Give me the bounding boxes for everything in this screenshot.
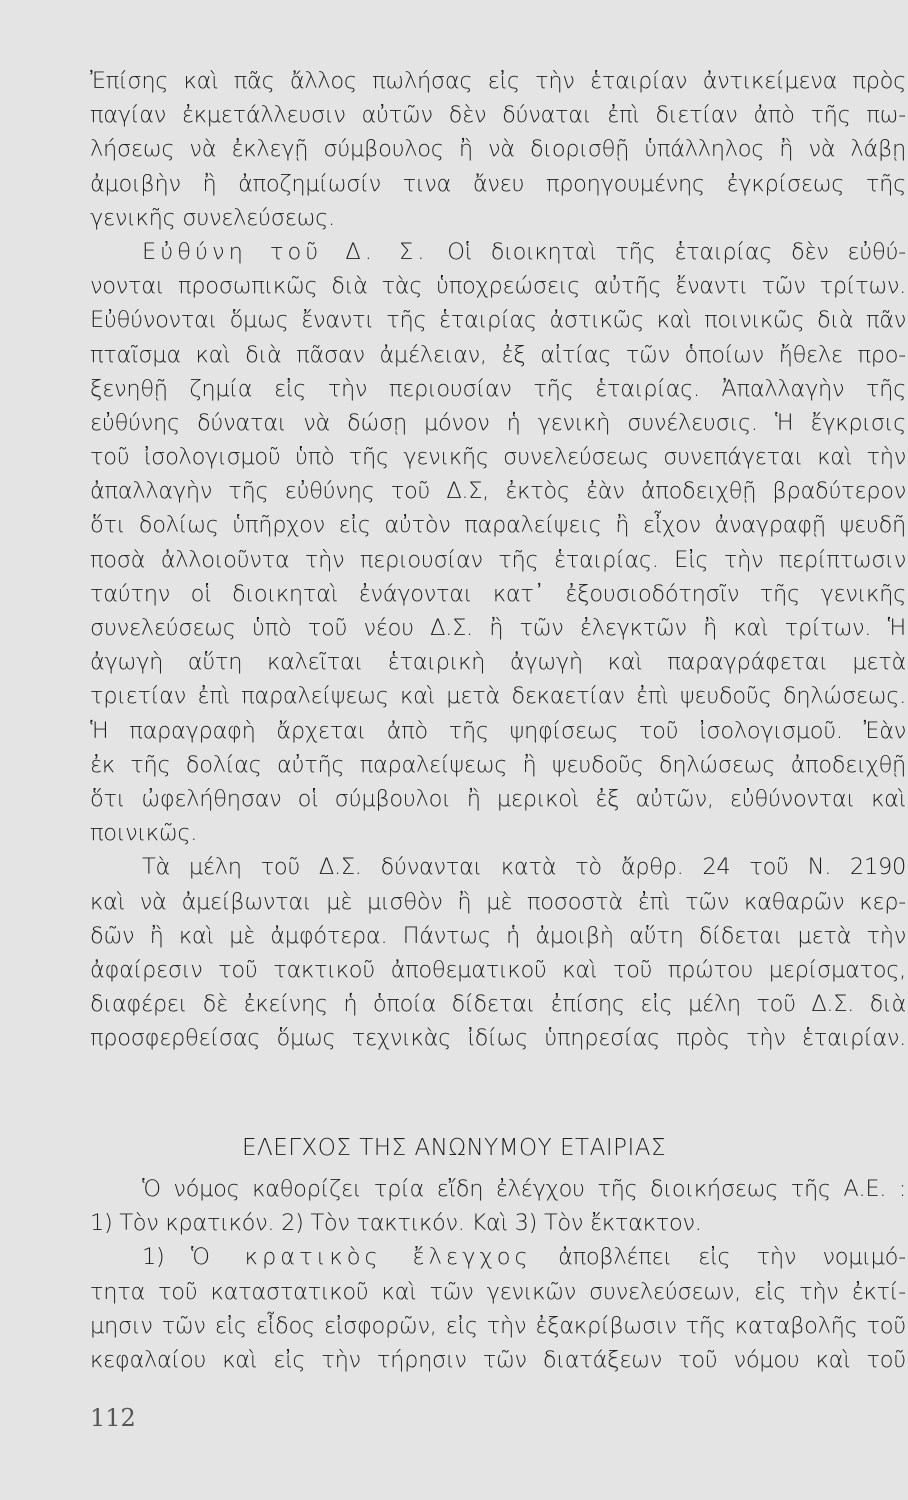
- text-line: ἀγωγὴ αὕτη καλεῖται ἑταιρικὴ ἀγωγὴ καὶ παραγράφεται μετὰ: [90, 649, 906, 676]
- text-line: παγίαν ἐκμετάλλευσιν αὐτῶν δὲν δύναται ἐπὶ διετίαν ἀπὸ τῆς πω-: [90, 102, 906, 129]
- text-line: κεφαλαίου καὶ εἰς τὴν τήρησιν τῶν διατάξεων τοῦ νόμου καὶ τοῦ: [90, 1346, 906, 1373]
- text-line: ἀμοιβὴν ἢ ἀποζημίωσίν τινα ἄνευ προηγουμένης ἐγκρίσεως τῆς: [90, 170, 906, 197]
- section-title-state-control: Ὁ κρατικὸς ἔλεγχος: [190, 1244, 532, 1271]
- text-line: προσφερθείσας ὅμως τεχνικὰς ἰδίως ὑπηρεσίας πρὸς τὴν ἑταιρίαν.: [90, 1025, 906, 1052]
- text-line: πταῖσμα καὶ διὰ πᾶσαν ἀμέλειαν, ἐξ αἰτίας τῶν ὁποίων ἤθελε προ-: [90, 341, 906, 368]
- text-line: γενικῆς συνελεύσεως.: [90, 204, 335, 231]
- text-line: ξενηθῇ ζημία εἰς τὴν περιουσίαν τῆς ἑταιρίας. Ἀπαλλαγὴν τῆς: [90, 375, 906, 402]
- page-number: 112: [90, 1404, 136, 1432]
- text-line: ἐκ τῆς δολίας αὐτῆς παραλείψεως ἢ ψευδοῦς δηλώσεως ἀποδειχθῇ: [90, 751, 906, 778]
- text-line: μησιν τῶν εἰς εἶδος εἰσφορῶν, εἰς τὴν ἐξακρίβωσιν τῆς καταβολῆς τοῦ: [90, 1312, 906, 1339]
- text-run: ἀποβλέπει εἰς τὴν νομιμό-: [531, 1244, 906, 1271]
- section-heading: ΕΛΕΓΧΟΣ ΤΗΣ ΑΝΩΝΥΜΟΥ ΕΤΑΙΡΙΑΣ: [241, 1135, 667, 1161]
- text-line: διαφέρει δὲ ἐκείνης ἡ ὁποία δίδεται ἐπίσης εἰς μέλη τοῦ Δ.Σ. διὰ: [90, 991, 906, 1018]
- text-line: ὅτι δολίως ὑπῆρχον εἰς αὐτὸν παραλείψεις ἢ εἶχον ἀναγραφῇ ψευδῆ: [90, 512, 906, 539]
- paragraph-state-control: [90, 1240, 906, 1274]
- text-line: καὶ νὰ ἀμείβωνται μὲ μισθὸν ἢ μὲ ποσοστὰ ἐπὶ τῶν καθαρῶν κερ-: [90, 888, 906, 915]
- list-number: 1): [142, 1244, 191, 1271]
- text-line: Ἡ παραγραφὴ ἄρχεται ἀπὸ τῆς ψηφίσεως τοῦ ἰσολογισμοῦ. Ἐὰν: [90, 717, 906, 744]
- text-line: Ὁ νόμος καθορίζει τρία εἴδη ἐλέγχου τῆς διοικήσεως τῆς Α.Ε. :: [142, 1176, 906, 1202]
- text-line: εὐθύνης δύναται νὰ δώσῃ μόνον ἡ γενικὴ συνέλευσις. Ἡ ἔγκρισις: [90, 409, 906, 436]
- text-line: τητα τοῦ καταστατικοῦ καὶ τῶν γενικῶν συνελεύσεων, εἰς τὴν ἐκτί-: [90, 1278, 906, 1305]
- text-line: ποσὰ ἀλλοιοῦντα τὴν περιουσίαν τῆς ἑταιρίας. Εἰς τὴν περίπτωσιν: [90, 546, 906, 573]
- text-line: Ἐπίσης καὶ πᾶς ἄλλος πωλήσας εἰς τὴν ἑταιρίαν ἀντικείμενα πρὸς: [90, 68, 906, 94]
- text-line: Εὐθύνονται ὅμως ἔναντι τῆς ἑταιρίας ἀστικῶς καὶ ποινικῶς διὰ πᾶν: [90, 307, 906, 334]
- text-line: ἀπαλλαγὴν τῆς εὐθύνης τοῦ Δ.Σ, ἐκτὸς ἐὰν ἀποδειχθῇ βραδύτερον: [90, 478, 906, 505]
- text-line: ταύτην οἱ διοικηταὶ ἐνάγονται κατ᾽ ἐξουσιοδότησῖν τῆς γενικῆς: [90, 580, 906, 607]
- text-line: 1) Τὸν κρατικόν. 2) Τὸν τακτικόν. Καὶ 3) Τὸν ἔκτακτον.: [90, 1210, 702, 1237]
- text-line: τοῦ ἰσολογισμοῦ ὑπὸ τῆς γενικῆς συνελεύσεως συνεπάγεται καὶ τὴν: [90, 444, 906, 471]
- text-line: ἀφαίρεσιν τοῦ τακτικοῦ ἀποθεματικοῦ καὶ τοῦ πρώτου μερίσματος,: [90, 956, 906, 983]
- text-line: τριετίαν ἐπὶ παραλείψεως καὶ μετὰ δεκαετίαν ἐπὶ ψευδοῦς δηλώσεως.: [90, 683, 906, 710]
- section-title-ds-liability: Εὐθύνη τοῦ Δ. Σ.: [142, 238, 429, 265]
- paragraph-ds-liability: [90, 235, 906, 269]
- text-run: Οἱ διοικηταὶ τῆς ἑταιρίας δὲν εὐθύ-: [428, 238, 906, 265]
- page-body-bottom: [90, 1172, 906, 1377]
- text-line: νονται προσωπικῶς διὰ τὰς ὑποχρεώσεις αὐτῆς ἔναντι τῶν τρίτων.: [90, 273, 906, 300]
- text-line: λήσεως νὰ ἐκλεγῇ σύμβουλος ἢ νὰ διορισθῇ ὑπάλληλος ἢ νὰ λάβῃ: [90, 136, 906, 163]
- text-line: ὅτι ὠφελήθησαν οἱ σύμβουλοι ἢ μερικοὶ ἐξ αὐτῶν, εὐθύνονται καὶ: [90, 785, 906, 812]
- text-line: συνελεύσεως ὑπὸ τοῦ νέου Δ.Σ. ἢ τῶν ἐλεγκτῶν ἢ καὶ τρίτων. Ἡ: [90, 615, 906, 641]
- text-line: Τὰ μέλη τοῦ Δ.Σ. δύνανται κατὰ τὸ ἄρθρ. 24 τοῦ Ν. 2190: [142, 854, 906, 881]
- text-line: ποινικῶς.: [90, 820, 198, 847]
- text-line: δῶν ἢ καὶ μὲ ἀμφότερα. Πάντως ἡ ἀμοιβὴ αὕτη δίδεται μετὰ τὴν: [90, 922, 906, 949]
- page-body-top: [90, 64, 906, 1055]
